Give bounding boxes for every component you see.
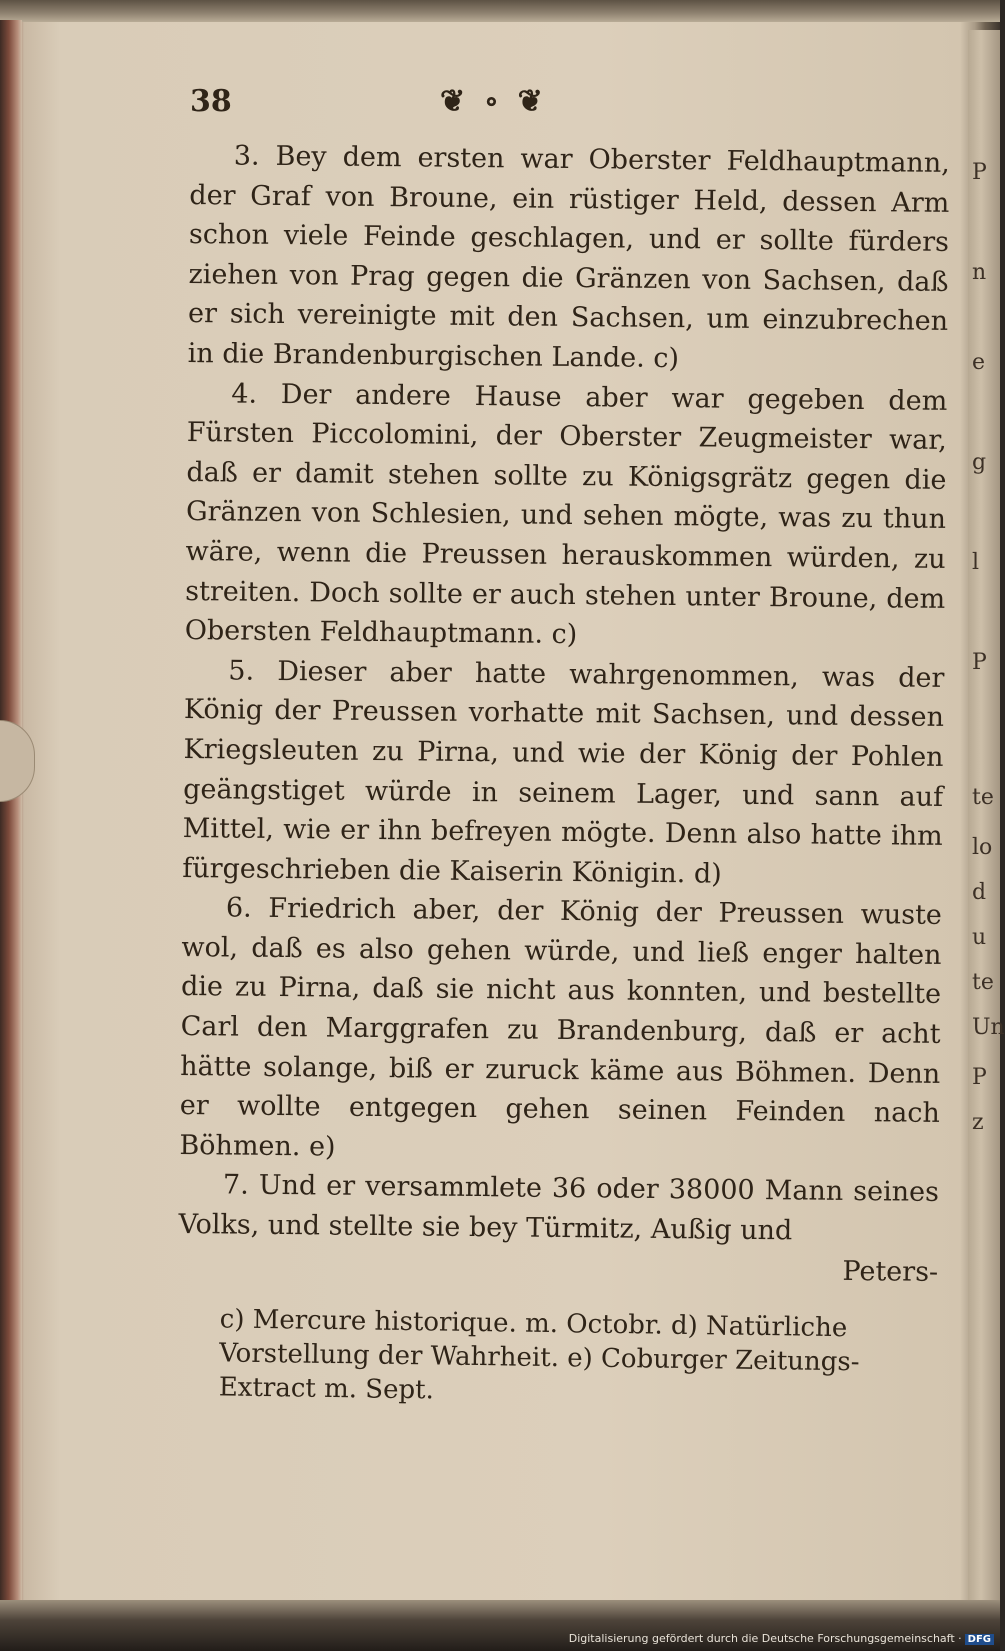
digitization-credit bbox=[569, 1632, 994, 1645]
page-tab-marker bbox=[0, 720, 35, 802]
header-ornament: ❦ ∘ ❦ bbox=[440, 84, 547, 119]
paragraph: 6. Friedrich aber, der König der Preussen wuste wol, daß es also gehen würde, und ließ enger halten die zu Pirna, daß sie nicht aus konnten, und bestellte Carl den Marggrafen zu Brandenburg, daß er acht hätte solange, biß er zuruck käme aus Böhmen. Denn er wollte entgegen gehen seinen Feinden nach Böhmen. e) bbox=[179, 892, 943, 1163]
footnotes bbox=[189, 1302, 950, 1415]
credit-text: Digitalisierung gefördert durch die Deutsche Forschungsgemeinschaft · bbox=[568, 1632, 962, 1645]
page-number: 38 bbox=[190, 84, 232, 119]
adjacent-fragment: u bbox=[972, 925, 987, 950]
catchword: Peters- bbox=[842, 1255, 939, 1288]
page-header bbox=[190, 82, 950, 128]
adjacent-fragment: te bbox=[972, 785, 994, 810]
adjacent-fragment: P bbox=[972, 650, 987, 675]
adjacent-fragment: g bbox=[972, 450, 987, 475]
adjacent-fragment: Un bbox=[972, 1015, 1005, 1040]
adjacent-fragment: n bbox=[972, 260, 987, 285]
adjacent-fragment: lo bbox=[972, 835, 993, 860]
page-body bbox=[178, 136, 950, 1292]
book-spine bbox=[0, 20, 22, 1600]
adjacent-fragment: e bbox=[972, 350, 986, 375]
adjacent-fragment: z bbox=[972, 1110, 984, 1135]
adjacent-fragment: P bbox=[972, 160, 987, 185]
adjacent-fragment: d bbox=[972, 880, 987, 905]
adjacent-fragment: te bbox=[972, 970, 994, 995]
book-page bbox=[178, 82, 950, 1406]
book-top-edge bbox=[0, 0, 1000, 22]
footnote-text: c) Mercure historique. m. Octobr. d) Natürliche Vorstellung der Wahrheit. e) Coburger Zeitungs-Extract m. Sept. bbox=[218, 1304, 860, 1406]
paragraph: 3. Bey dem ersten war Oberster Feldhauptmann, der Graf von Broune, ein rüstiger Held, dessen Arm schon viele Feinde geschlagen, und er sollte fürders ziehen von Prag gegen die Gränzen von Sachsen, daß er sich vereinigte mit den Sachsen, um einzubrechen in die Brandenburgischen Lande. c) bbox=[187, 140, 950, 375]
adjacent-fragment: P bbox=[972, 1065, 987, 1090]
paragraph: 7. Und er versammlete 36 oder 38000 Mann seines Volks, und stellte sie bey Türmitz, Außig und bbox=[178, 1169, 940, 1247]
adjacent-page-edge bbox=[968, 30, 1005, 1600]
dfg-logo: DFG bbox=[965, 1634, 994, 1645]
adjacent-fragment: l bbox=[972, 550, 980, 575]
paragraph: 5. Dieser aber hatte wahrgenommen, was der König der Preussen vorhatte mit Sachsen, und dessen Kriegsleuten zu Pirna, und wie der König der Pohlen geängstiget würde in seinem Lager, und sann auf Mittel, wie er ihn befreyen mögte. Denn also hatte ihm fürgeschrieben die Kaiserin Königin. d) bbox=[182, 655, 945, 890]
paragraph: 4. Der andere Hause aber war gegeben dem Fürsten Piccolomini, der Oberster Zeugmeister war, daß er damit stehen sollte zu Königsgrätz gegen die Gränzen von Schlesien, und sehen mögte, was zu thun wäre, wenn die Preussen herauskommen würden, zu streiten. Doch sollte er auch stehen unter Broune, dem Obersten Feldhauptmann. c) bbox=[184, 378, 948, 651]
